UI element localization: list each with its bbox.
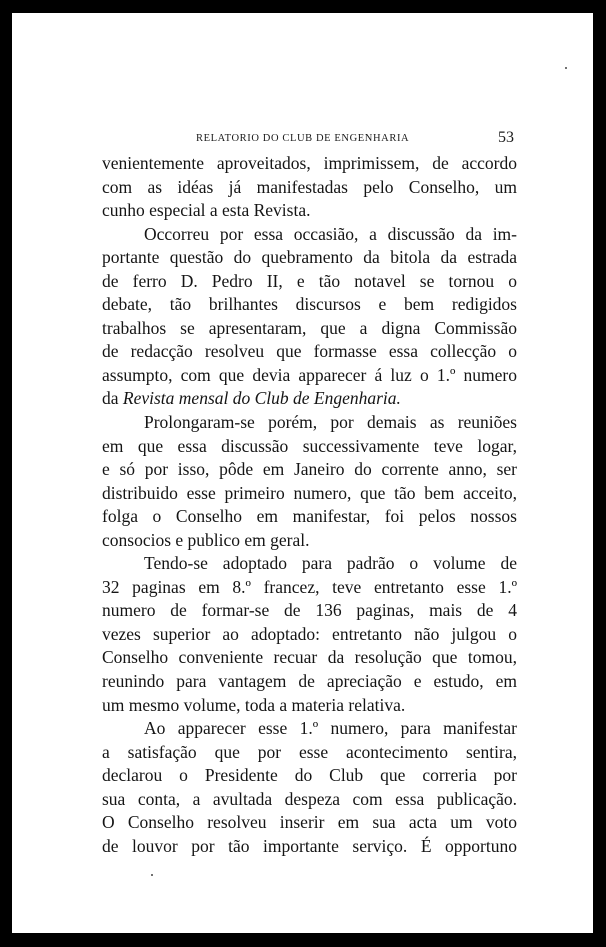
- text-line: numero de formar-se de 136 paginas, mais de 4: [102, 600, 517, 621]
- text-line: portante questão do quebramento da bitola da estrada: [102, 247, 517, 268]
- text-line: de louvor por tão importante serviço. É opportuno: [102, 835, 517, 856]
- text-segment: da: [102, 388, 119, 409]
- text-line: consocios e publico em geral.: [102, 529, 310, 550]
- text-line: um mesmo volume, toda a materia relativa.: [102, 694, 406, 715]
- text-line: debate, tão brilhantes discursos e bem redigidos: [102, 294, 517, 315]
- text-line: Ao apparecer esse 1.º numero, para manifestar: [144, 718, 517, 739]
- italic-title: Revista mensal do Club de Engenharia.: [122, 388, 401, 409]
- body-text: [102, 152, 517, 858]
- text-line: sua conta, a avultada despeza com essa publicação.: [102, 788, 517, 809]
- text-line: declarou o Presidente do Club que correria por: [102, 765, 517, 786]
- text-line: distribuido esse primeiro numero, que tão bem acceito,: [102, 482, 517, 503]
- text-line: 32 paginas em 8.º francez, teve entretanto esse 1.º: [102, 576, 517, 597]
- page-number: 53: [498, 129, 514, 146]
- text-line: folga o Conselho em manifestar, foi pelos nossos: [102, 506, 517, 527]
- text-line: de ferro D. Pedro II, e tão notavel se tornou o: [102, 270, 517, 291]
- text-line: Occorreu por essa occasião, a discussão da im-: [144, 223, 517, 244]
- text-line: venientemente aproveitados, imprimissem, de accordo: [102, 153, 517, 173]
- text-line: Tendo-se adoptado para padrão o volume de: [144, 553, 517, 574]
- paper-speck: [565, 67, 567, 69]
- paper-speck: [151, 874, 153, 876]
- text-line: a satisfação que por esse acontecimento sentira,: [102, 741, 517, 762]
- text-line: Prolongaram-se porém, por demais as reuniões: [144, 412, 517, 433]
- text-line: cunho especial a esta Revista.: [102, 200, 311, 221]
- text-line: de redacção resolveu que formasse essa collecção o: [102, 341, 517, 362]
- running-head: RELATORIO DO CLUB DE ENGENHARIA: [196, 133, 410, 144]
- text-line: e só por isso, pôde em Janeiro do corrente anno, ser: [102, 459, 517, 480]
- text-line: em que essa discussão successivamente teve logar,: [102, 435, 517, 456]
- text-line: trabalhos se apresentaram, que a digna Commissão: [102, 317, 517, 338]
- text-line: [102, 387, 517, 411]
- text-line: Conselho conveniente recuar da resolução que tomou,: [102, 647, 517, 668]
- text-line: com as idéas já manifestadas pelo Conselho, um: [102, 176, 517, 197]
- text-line: assumpto, com que devia apparecer á luz o 1.º numero: [102, 364, 517, 385]
- text-line: reunindo para vantagem de apreciação e estudo, em: [102, 671, 517, 692]
- book-page: [12, 13, 593, 933]
- text-line: O Conselho resolveu inserir em sua acta um voto: [102, 812, 517, 833]
- text-line: vezes superior ao adoptado: entretanto não julgou o: [102, 623, 517, 644]
